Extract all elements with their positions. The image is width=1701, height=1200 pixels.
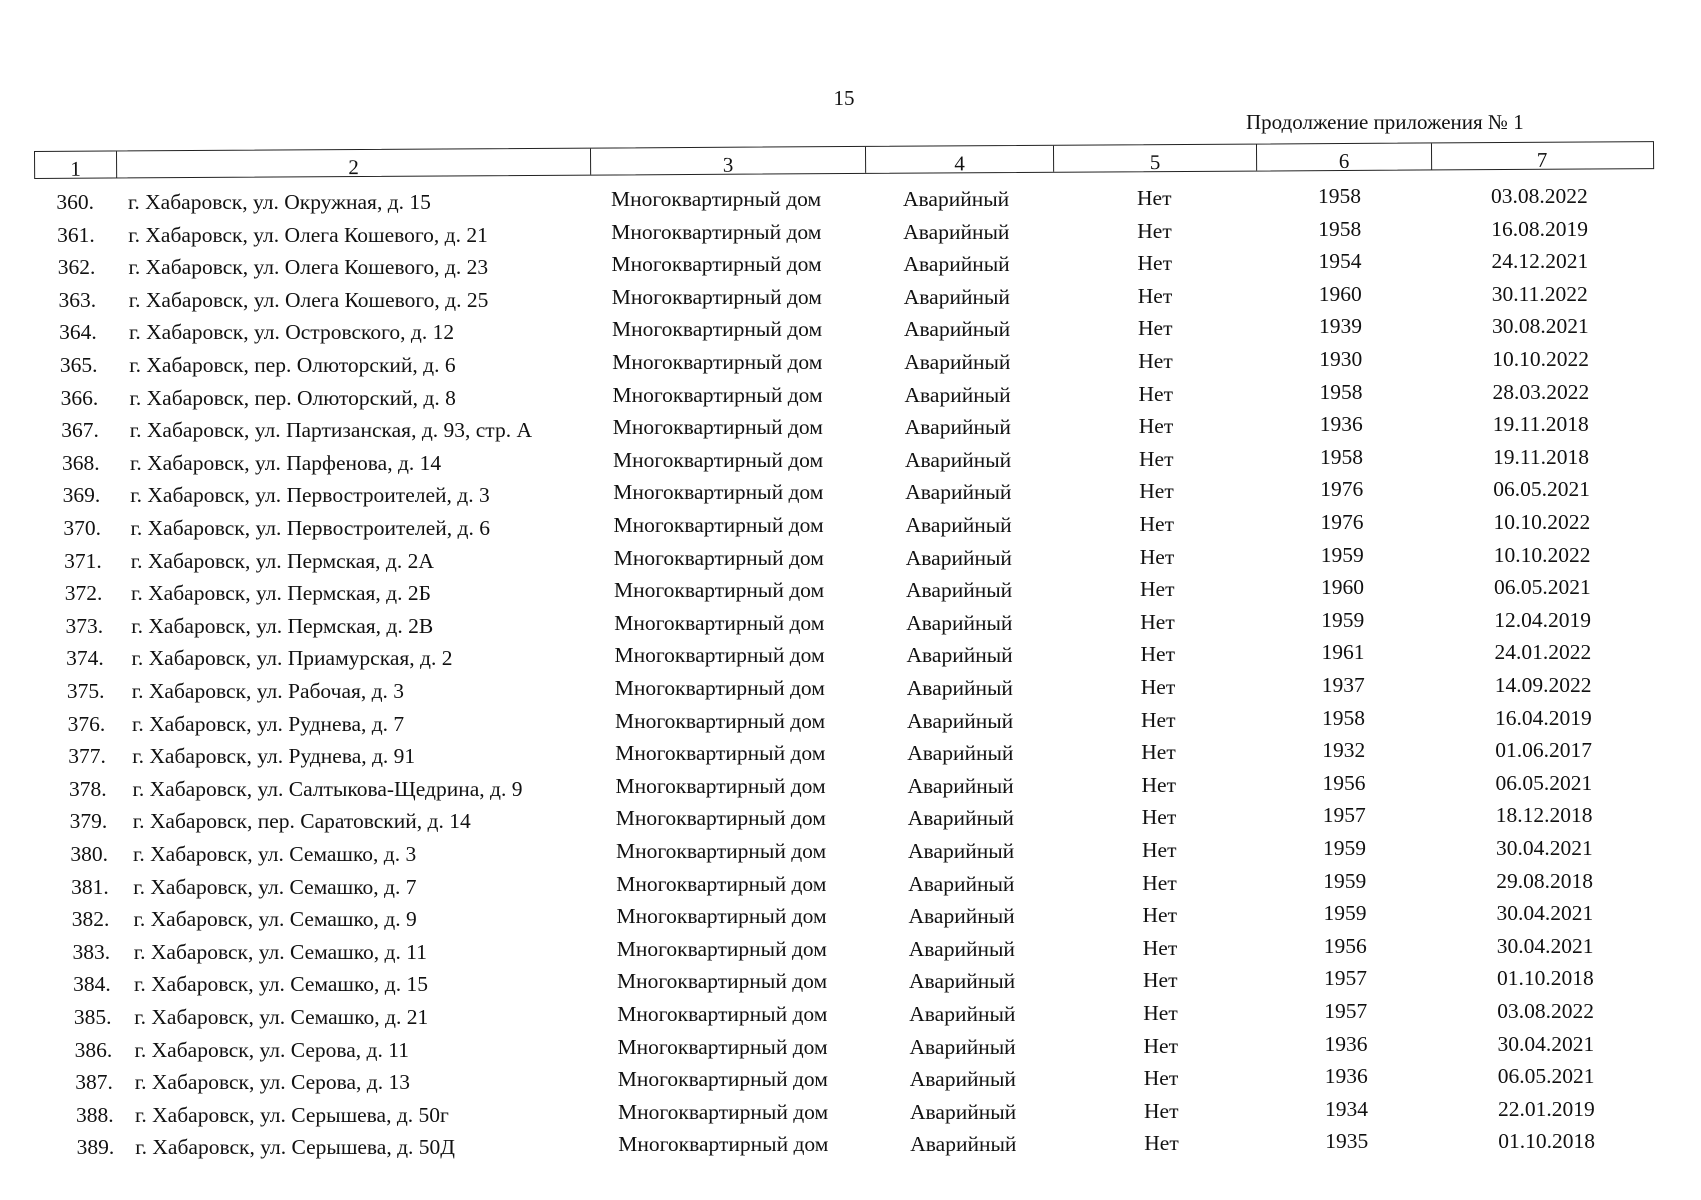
row-address: г. Хабаровск, ул. Олега Кошевого, д. 23	[128, 255, 489, 280]
table-row	[0, 705, 1701, 745]
row-address: г. Хабаровск, ул. Семашко, д. 11	[133, 939, 427, 964]
row-object-type: Многоквартирный дом	[615, 708, 826, 733]
row-date: 14.09.2022	[1494, 673, 1592, 697]
row-number: 369.	[62, 483, 101, 508]
row-number: 367.	[61, 418, 99, 443]
row-object-type: Многоквартирный дом	[614, 676, 825, 700]
row-condition: Аварийный	[906, 578, 1013, 603]
row-condition: Аварийный	[907, 773, 1014, 798]
row-year: 1958	[1319, 379, 1363, 404]
row-condition: Аварийный	[906, 610, 1013, 635]
row-number: 389.	[76, 1135, 115, 1160]
page-number-text: 15	[833, 86, 855, 110]
row-flag: Нет	[1142, 838, 1177, 862]
row-object-type: Многоквартирный дом	[614, 643, 825, 668]
row-flag: Нет	[1138, 381, 1173, 406]
row-address: г. Хабаровск, ул. Первостроителей, д. 6	[130, 516, 490, 540]
row-flag: Нет	[1143, 1066, 1179, 1091]
row-address: г. Хабаровск, ул. Серышева, д. 50г	[135, 1102, 449, 1127]
row-year: 1959	[1323, 836, 1366, 860]
row-object-type: Многоквартирный дом	[611, 284, 822, 309]
row-year: 1976	[1320, 510, 1364, 534]
table-row	[0, 836, 1701, 875]
row-condition: Аварийный	[904, 382, 1011, 407]
row-object-type: Многоквартирный дом	[613, 447, 824, 472]
row-flag: Нет	[1139, 446, 1174, 471]
row-year: 1976	[1320, 477, 1364, 502]
row-address: г. Хабаровск, пер. Олюторский, д. 6	[129, 353, 456, 377]
row-year: 1959	[1323, 901, 1367, 926]
row-number: 372.	[64, 581, 103, 606]
row-flag: Нет	[1141, 772, 1176, 797]
row-number: 379.	[69, 809, 108, 834]
table-row	[0, 803, 1701, 842]
row-address: г. Хабаровск, ул. Пермская, д. 2В	[131, 613, 434, 638]
row-number: 364.	[59, 320, 97, 345]
row-flag: Нет	[1141, 707, 1176, 732]
row-number: 370.	[63, 516, 101, 540]
row-flag: Нет	[1142, 870, 1177, 895]
row-object-type: Многоквартирный дом	[612, 350, 823, 374]
row-date: 24.01.2022	[1494, 640, 1592, 665]
row-address: г. Хабаровск, ул. Семашко, д. 21	[134, 1005, 429, 1029]
row-object-type: Многоквартирный дом	[614, 610, 825, 635]
row-object-type: Многоквартирный дом	[613, 513, 824, 537]
table-row	[0, 901, 1701, 940]
row-flag: Нет	[1137, 218, 1172, 243]
table-row	[0, 607, 1701, 647]
row-date: 06.05.2021	[1495, 770, 1593, 795]
row-year: 1930	[1319, 347, 1363, 371]
row-object-type: Многоквартирный дом	[612, 415, 823, 440]
row-date: 01.06.2017	[1495, 738, 1592, 763]
row-object-type: Многоквартирный дом	[612, 317, 823, 342]
row-address: г. Хабаровск, ул. Серова, д. 11	[134, 1037, 409, 1062]
row-flag: Нет	[1142, 903, 1177, 928]
column-number-1: 1	[35, 151, 117, 178]
row-condition: Аварийный	[908, 904, 1015, 929]
table-row	[0, 444, 1701, 484]
row-date: 28.03.2022	[1492, 379, 1590, 404]
row-date: 30.04.2021	[1496, 901, 1594, 926]
row-number: 383.	[72, 939, 111, 964]
row-year: 1935	[1325, 1129, 1369, 1154]
row-date: 19.11.2018	[1492, 412, 1589, 437]
row-flag: Нет	[1137, 186, 1172, 210]
row-flag: Нет	[1138, 349, 1173, 373]
row-number: 385.	[73, 1005, 112, 1029]
row-number: 386.	[74, 1037, 113, 1062]
row-year: 1961	[1321, 640, 1365, 665]
table-row	[0, 1096, 1701, 1136]
row-number: 371.	[64, 548, 102, 573]
table-row	[0, 933, 1701, 973]
row-date: 10.10.2022	[1492, 347, 1589, 371]
row-flag: Нет	[1144, 1098, 1179, 1123]
row-date: 19.11.2018	[1493, 444, 1589, 469]
row-address: г. Хабаровск, ул. Руднева, д. 91	[132, 744, 416, 769]
row-address: г. Хабаровск, ул. Семашко, д. 15	[134, 972, 428, 997]
row-condition: Аварийный	[907, 741, 1014, 766]
row-address: г. Хабаровск, пер. Олюторский, д. 8	[129, 385, 456, 410]
table-row	[0, 477, 1701, 516]
row-year: 1957	[1324, 966, 1367, 991]
row-condition: Аварийный	[904, 415, 1011, 440]
row-year: 1956	[1323, 933, 1367, 958]
row-date: 10.10.2022	[1493, 542, 1591, 567]
row-object-type: Многоквартирный дом	[618, 1132, 829, 1157]
row-flag: Нет	[1140, 675, 1176, 699]
table-row	[0, 868, 1701, 908]
row-year: 1934	[1325, 1096, 1368, 1121]
table-row	[0, 575, 1701, 614]
row-number: 388.	[75, 1102, 114, 1127]
row-number: 360.	[56, 190, 94, 214]
row-condition: Аварийный	[910, 1132, 1017, 1157]
row-number: 382.	[71, 907, 110, 932]
row-object-type: Многоквартирный дом	[611, 187, 822, 211]
row-condition: Аварийный	[909, 1067, 1016, 1092]
table-row	[0, 542, 1701, 582]
row-date: 06.05.2021	[1493, 477, 1590, 502]
row-date: 12.04.2019	[1494, 607, 1591, 632]
row-condition: Аварийный	[904, 350, 1011, 374]
column-number-4: 4	[866, 146, 1054, 173]
row-number: 380.	[70, 842, 108, 866]
row-flag: Нет	[1141, 740, 1176, 765]
row-year: 1954	[1318, 249, 1362, 274]
row-date: 18.12.2018	[1495, 803, 1593, 828]
row-date: 06.05.2021	[1494, 575, 1591, 600]
row-object-type: Многоквартирный дом	[616, 871, 827, 896]
row-flag: Нет	[1140, 642, 1175, 667]
row-address: г. Хабаровск, ул. Салтыкова-Щедрина, д. 9	[132, 776, 523, 801]
row-year: 1959	[1323, 868, 1367, 893]
row-date: 30.04.2021	[1497, 1031, 1595, 1056]
table-row	[0, 999, 1701, 1038]
row-address: г. Хабаровск, ул. Приамурская, д. 2	[131, 646, 453, 671]
row-flag: Нет	[1142, 935, 1178, 960]
row-object-type: Многоквартирный дом	[611, 219, 822, 244]
row-address: г. Хабаровск, ул. Островского, д. 12	[129, 320, 455, 345]
table-row	[0, 379, 1701, 419]
row-number: 362.	[57, 255, 96, 280]
row-date: 30.04.2021	[1496, 933, 1594, 958]
row-number: 368.	[61, 450, 100, 475]
row-number: 366.	[60, 385, 99, 410]
row-object-type: Многоквартирный дом	[617, 1002, 828, 1026]
row-date: 01.10.2018	[1498, 1129, 1595, 1154]
row-flag: Нет	[1139, 479, 1174, 504]
row-flag: Нет	[1140, 577, 1175, 602]
row-address: г. Хабаровск, ул. Окружная, д. 15	[128, 190, 431, 214]
row-address: г. Хабаровск, ул. Семашко, д. 3	[133, 842, 417, 866]
row-object-type: Многоквартирный дом	[612, 382, 823, 407]
row-year: 1936	[1324, 1031, 1368, 1056]
table-row	[0, 510, 1701, 549]
table-row	[0, 770, 1701, 810]
row-date: 30.04.2021	[1496, 836, 1593, 860]
row-address: г. Хабаровск, ул. Первостроителей, д. 3	[130, 483, 490, 508]
row-year: 1937	[1321, 673, 1365, 697]
row-flag: Нет	[1138, 316, 1173, 341]
row-number: 377.	[68, 744, 106, 769]
row-year: 1959	[1320, 542, 1364, 567]
row-condition: Аварийный	[905, 513, 1012, 537]
row-object-type: Многоквартирный дом	[615, 741, 826, 766]
row-object-type: Многоквартирный дом	[617, 1067, 828, 1092]
row-condition: Аварийный	[909, 1002, 1016, 1026]
table-row	[0, 184, 1701, 223]
row-date: 30.11.2022	[1491, 281, 1588, 306]
row-condition: Аварийный	[909, 969, 1016, 994]
row-object-type: Многоквартирный дом	[613, 545, 824, 570]
row-condition: Аварийный	[909, 1034, 1016, 1059]
row-address: г. Хабаровск, ул. Семашко, д. 9	[133, 907, 417, 932]
row-number: 387.	[75, 1070, 113, 1095]
row-year: 1936	[1324, 1064, 1368, 1089]
row-date: 29.08.2018	[1496, 868, 1593, 893]
row-condition: Аварийный	[908, 839, 1015, 863]
row-year: 1958	[1322, 705, 1365, 730]
table-row	[0, 1064, 1701, 1103]
table-row	[0, 314, 1701, 353]
row-year: 1957	[1322, 803, 1366, 828]
table-row	[0, 1031, 1701, 1071]
table-row	[0, 640, 1701, 679]
row-condition: Аварийный	[907, 806, 1014, 831]
row-condition: Аварийный	[906, 676, 1013, 700]
row-flag: Нет	[1141, 805, 1177, 830]
row-date: 16.04.2019	[1495, 705, 1592, 730]
table-row	[0, 281, 1701, 321]
row-date: 30.08.2021	[1492, 314, 1589, 339]
row-address: г. Хабаровск, ул. Олега Кошевого, д. 25	[128, 287, 489, 312]
column-number-5: 5	[1054, 145, 1257, 172]
row-number: 375.	[66, 679, 105, 703]
row-date: 16.08.2019	[1491, 216, 1588, 241]
page-number	[0, 86, 1701, 111]
table-row	[0, 412, 1701, 451]
row-condition: Аварийный	[905, 480, 1012, 505]
row-number: 365.	[59, 353, 98, 377]
row-condition: Аварийный	[907, 708, 1014, 733]
row-condition: Аварийный	[903, 284, 1010, 309]
continuation-label: Продолжение приложения № 1	[1246, 110, 1524, 134]
row-date: 01.10.2018	[1497, 966, 1594, 991]
row-condition: Аварийный	[908, 871, 1015, 896]
row-object-type: Многоквартирный дом	[611, 252, 822, 277]
column-number-header	[34, 141, 1654, 179]
row-condition: Аварийный	[905, 447, 1012, 472]
row-year: 1957	[1324, 999, 1368, 1023]
row-flag: Нет	[1143, 968, 1178, 993]
row-object-type: Многоквартирный дом	[618, 1099, 829, 1124]
row-object-type: Многоквартирный дом	[615, 806, 826, 831]
table-row	[0, 738, 1701, 777]
row-date: 03.08.2022	[1497, 999, 1594, 1023]
row-year: 1959	[1321, 607, 1365, 632]
row-number: 376.	[67, 711, 106, 736]
row-flag: Нет	[1137, 251, 1172, 276]
row-date: 06.05.2021	[1497, 1064, 1595, 1089]
row-address: г. Хабаровск, ул. Рабочая, д. 3	[131, 679, 405, 703]
row-year: 1958	[1318, 216, 1362, 241]
row-condition: Аварийный	[903, 187, 1010, 211]
column-number-3: 3	[591, 147, 866, 175]
table-row	[0, 673, 1701, 712]
row-address: г. Хабаровск, ул. Олега Кошевого, д. 21	[128, 222, 488, 247]
row-number: 381.	[71, 874, 109, 899]
row-object-type: Многоквартирный дом	[616, 904, 827, 929]
row-condition: Аварийный	[903, 219, 1010, 244]
row-address: г. Хабаровск, ул. Пермская, д. 2А	[130, 548, 434, 573]
row-year: 1960	[1321, 575, 1364, 600]
row-flag: Нет	[1140, 609, 1175, 634]
row-object-type: Многоквартирный дом	[616, 839, 827, 863]
row-object-type: Многоквартирный дом	[614, 578, 825, 603]
row-condition: Аварийный	[903, 252, 1010, 277]
row-year: 1956	[1322, 770, 1366, 795]
row-date: 03.08.2022	[1491, 184, 1588, 208]
row-address: г. Хабаровск, ул. Парфенова, д. 14	[130, 450, 442, 475]
row-number: 374.	[66, 646, 104, 671]
table-row	[0, 249, 1701, 288]
row-address: г. Хабаровск, ул. Партизанская, д. 93, стр. А	[129, 418, 532, 443]
row-year: 1936	[1319, 412, 1363, 437]
row-condition: Аварийный	[906, 643, 1013, 668]
row-object-type: Многоквартирный дом	[617, 969, 828, 994]
row-object-type: Многоквартирный дом	[616, 936, 827, 961]
column-number-6: 6	[1257, 143, 1432, 170]
row-date: 24.12.2021	[1491, 249, 1589, 274]
row-date: 10.10.2022	[1493, 510, 1591, 534]
row-year: 1939	[1319, 314, 1362, 339]
row-year: 1958	[1318, 184, 1361, 208]
row-condition: Аварийный	[908, 936, 1015, 961]
row-date: 22.01.2019	[1498, 1096, 1595, 1121]
row-flag: Нет	[1143, 1001, 1178, 1025]
row-address: г. Хабаровск, ул. Пермская, д. 2Б	[131, 581, 431, 606]
row-number: 378.	[68, 776, 107, 801]
row-condition: Аварийный	[910, 1099, 1017, 1124]
table-row	[0, 347, 1701, 386]
row-condition: Аварийный	[904, 317, 1011, 342]
column-number-7: 7	[1536, 147, 1548, 172]
row-object-type: Многоквартирный дом	[615, 773, 826, 798]
table-row	[0, 966, 1701, 1005]
row-address: г. Хабаровск, ул. Семашко, д. 7	[133, 874, 417, 899]
row-address: г. Хабаровск, ул. Серова, д. 13	[134, 1070, 410, 1095]
row-number: 363.	[58, 287, 97, 312]
row-address: г. Хабаровск, пер. Саратовский, д. 14	[132, 809, 471, 834]
row-address: г. Хабаровск, ул. Руднева, д. 7	[132, 711, 405, 736]
row-number: 384.	[73, 972, 111, 997]
column-number-2: 2	[117, 149, 591, 178]
row-year: 1960	[1318, 281, 1362, 306]
row-year: 1932	[1322, 738, 1366, 763]
row-flag: Нет	[1144, 1131, 1179, 1156]
row-flag: Нет	[1139, 512, 1174, 536]
row-address: г. Хабаровск, ул. Серышева, д. 50Д	[135, 1135, 455, 1160]
row-object-type: Многоквартирный дом	[617, 1034, 828, 1059]
row-flag: Нет	[1137, 283, 1173, 308]
table-row	[0, 216, 1701, 256]
row-flag: Нет	[1138, 414, 1174, 439]
row-object-type: Многоквартирный дом	[613, 480, 824, 505]
row-flag: Нет	[1139, 544, 1175, 569]
row-condition: Аварийный	[905, 545, 1012, 570]
row-number: 361.	[57, 222, 95, 247]
row-flag: Нет	[1143, 1033, 1178, 1058]
row-number: 373.	[65, 613, 104, 638]
row-year: 1958	[1320, 444, 1363, 469]
table-row	[0, 1129, 1701, 1168]
